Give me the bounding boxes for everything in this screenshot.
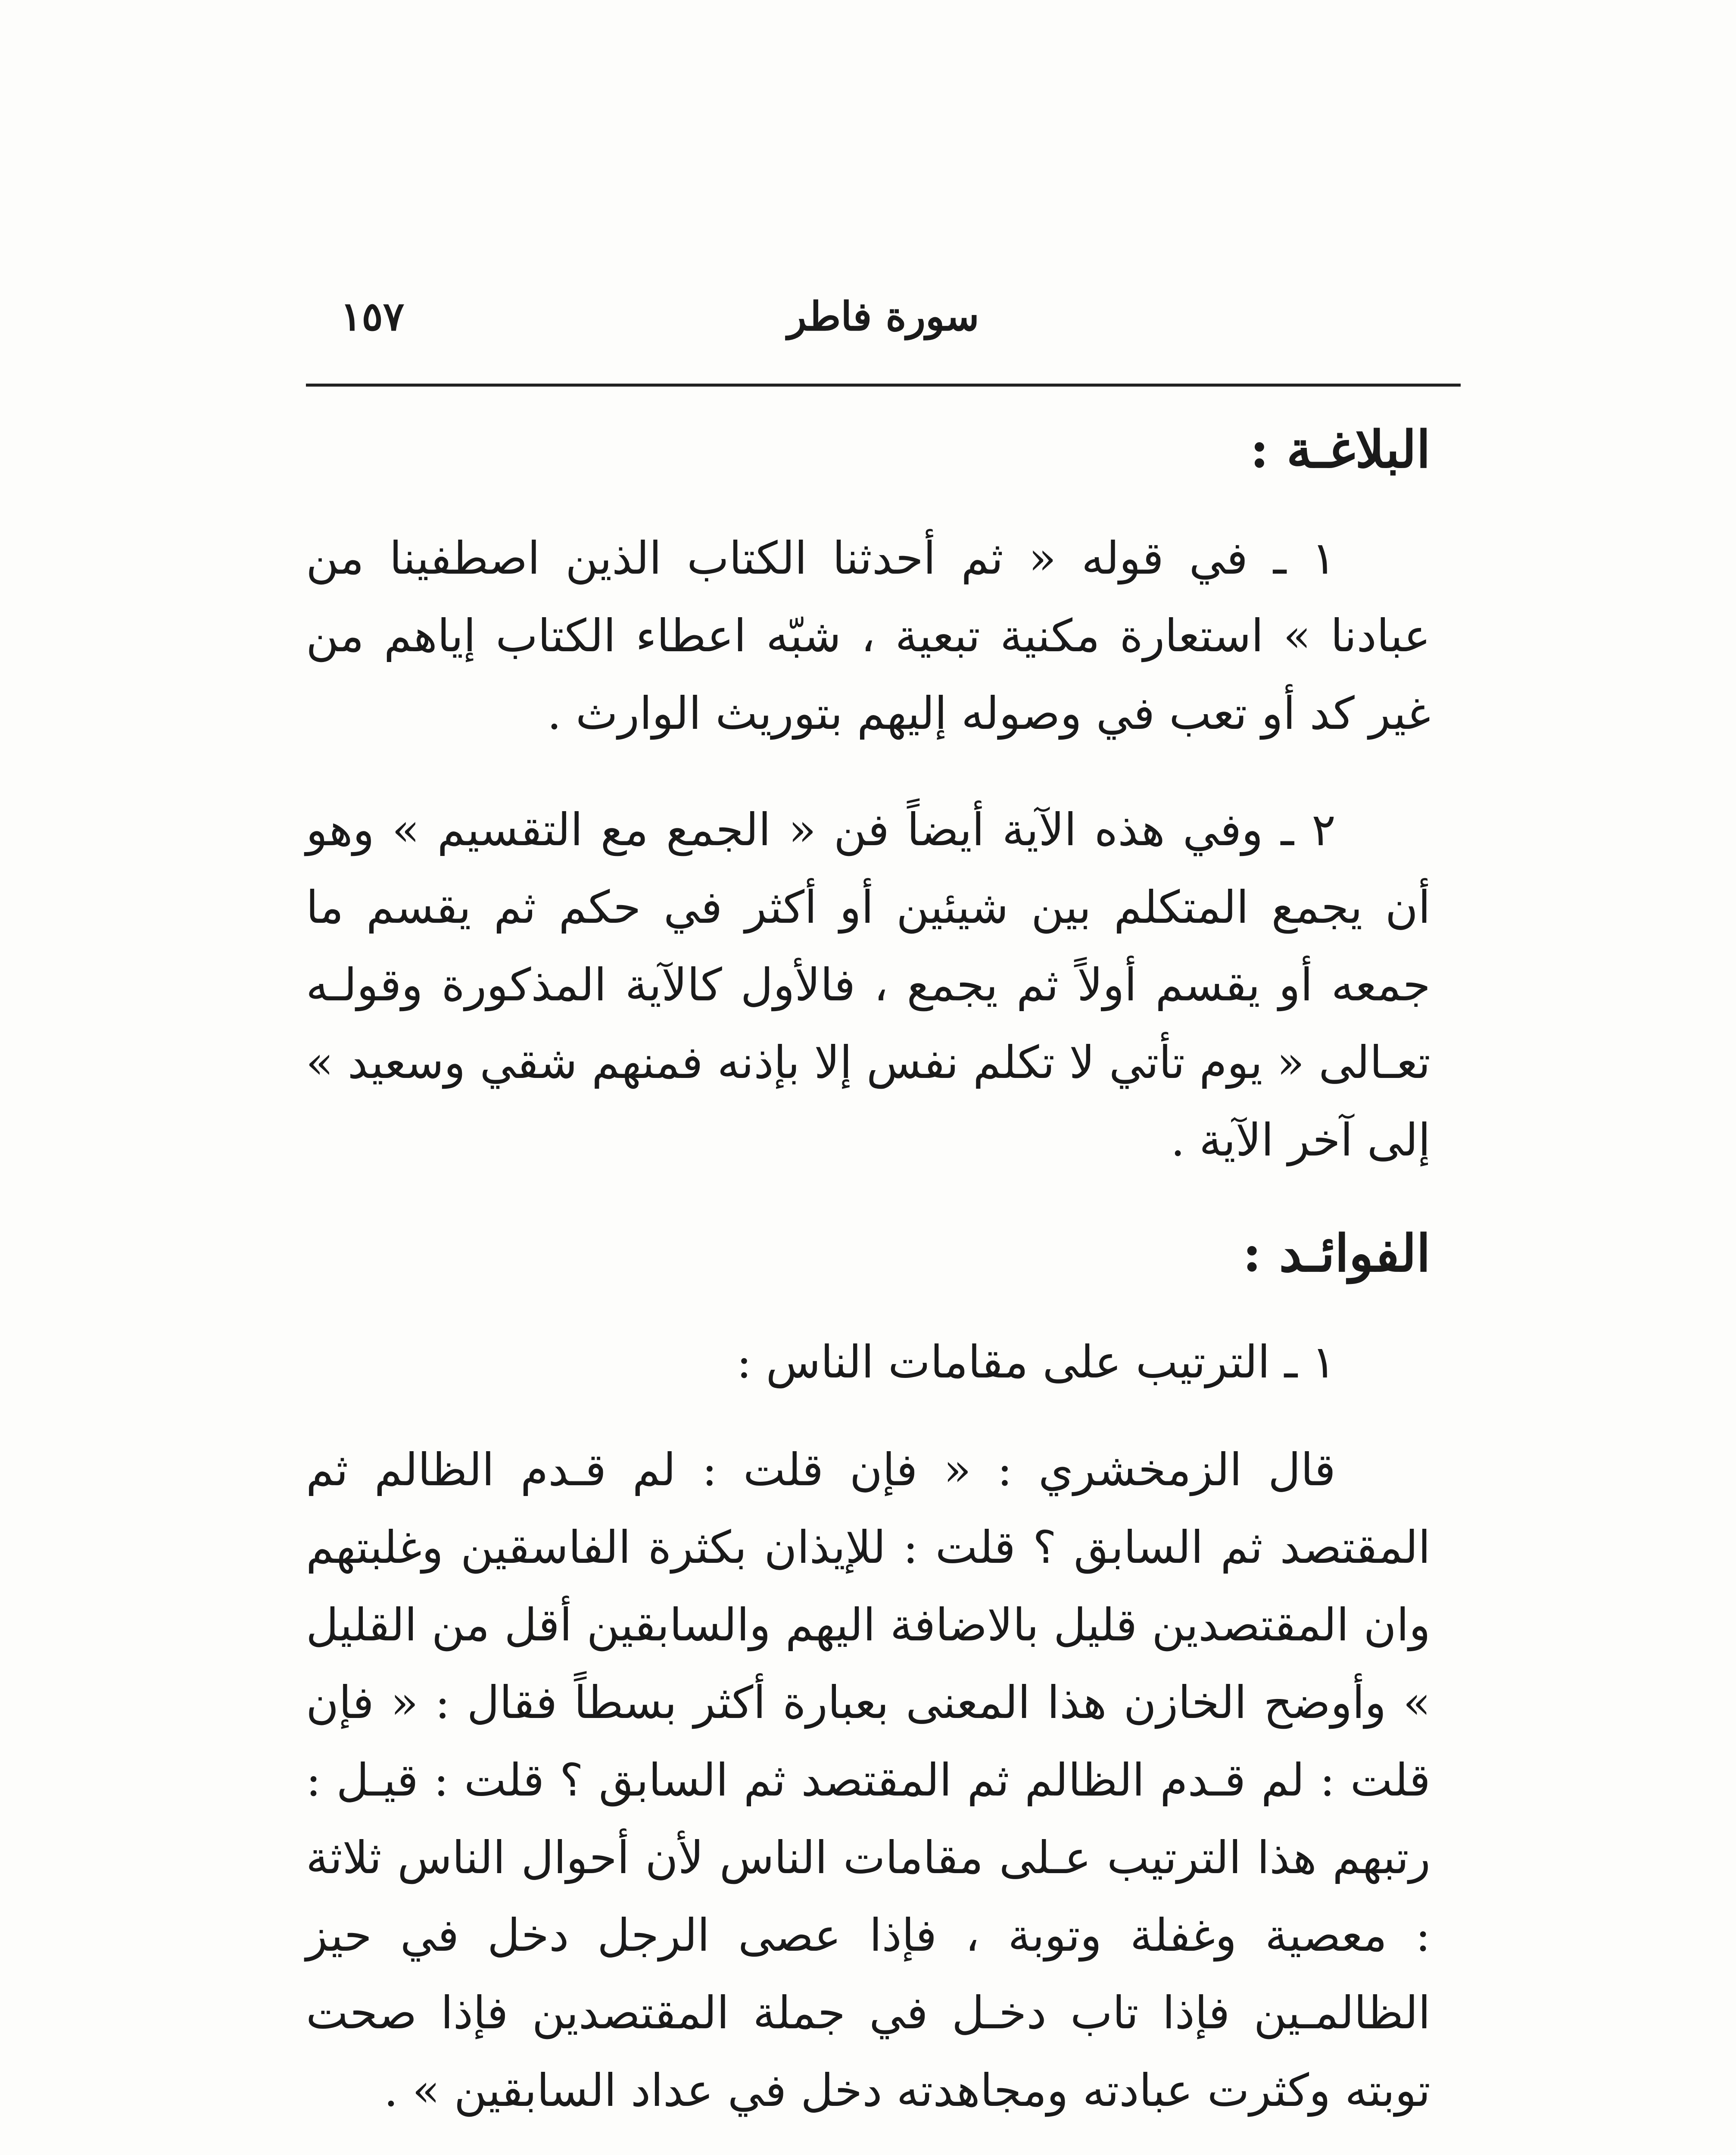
fawaid-item-1-body: قال الزمخشري : « فإن قلت : لم قـدم الظالم ثم المقتصد ثم السابق ؟ قلت : للإيذان بكثرة الفاسقين وغلبتهم وان المقتصدين قليل بالاضافة اليهم والسابقين أقل من القليل » وأوضح الخازن هذا المعنى بعبارة أكثر بسطاً فقال : « فإن قلت : لم قـدم الظالم ثم المقتصد ثم السابق ؟ قلت : قيـل : رتبهم هذا الترتيب عـلى مقامات الناس لأن أحوال الناس ثلاثة : معصية وغفلة وتوبة ، فإذا عصى الرجل دخل في حيز الظالمـين فإذا تاب دخـل في جملة المقتصدين فإذا صحت توبته وكثرت عبادته ومجاهدته دخل في عداد السابقين » . [306,1443,1431,2117]
surah-title: سورة فاطر [787,293,979,340]
page-header [306,284,1461,371]
fawaid-item-1-title: ١ ـ الترتيب على مقامات الناس : [736,1336,1336,1389]
balagha-heading: البلاغـة : [1250,419,1431,479]
header-divider [306,384,1461,387]
balagha-item-1: ١ ـ في قوله « ثم أحدثنا الكتاب الذين اصطفينا من عبادنا » استعارة مكنية تبعية ، شبّه اعطاء الكتاب إياهم من غير كد أو تعب في وصوله إليهم بتوريث الوارث . [306,532,1431,740]
balagha-item-2: ٢ ـ وفي هذه الآية أيضاً فن « الجمع مع التقسيم » وهو أن يجمع المتكلم بين شيئين أو أكثر في حكم ثم يقسم ما جمعه أو يقسم أولاً ثم يجمع ، فالأول كالآية المذكورة وقولـه تعـالى « يوم تأتي لا تكلم نفس إلا بإذنه فمنهم شقي وسعيد » إلى آخر الآية . [306,803,1431,1167]
page-number: ١٥٧ [340,293,405,340]
fawaid-heading: الفوائـد : [1242,1223,1431,1284]
page-content [306,414,1431,2155]
